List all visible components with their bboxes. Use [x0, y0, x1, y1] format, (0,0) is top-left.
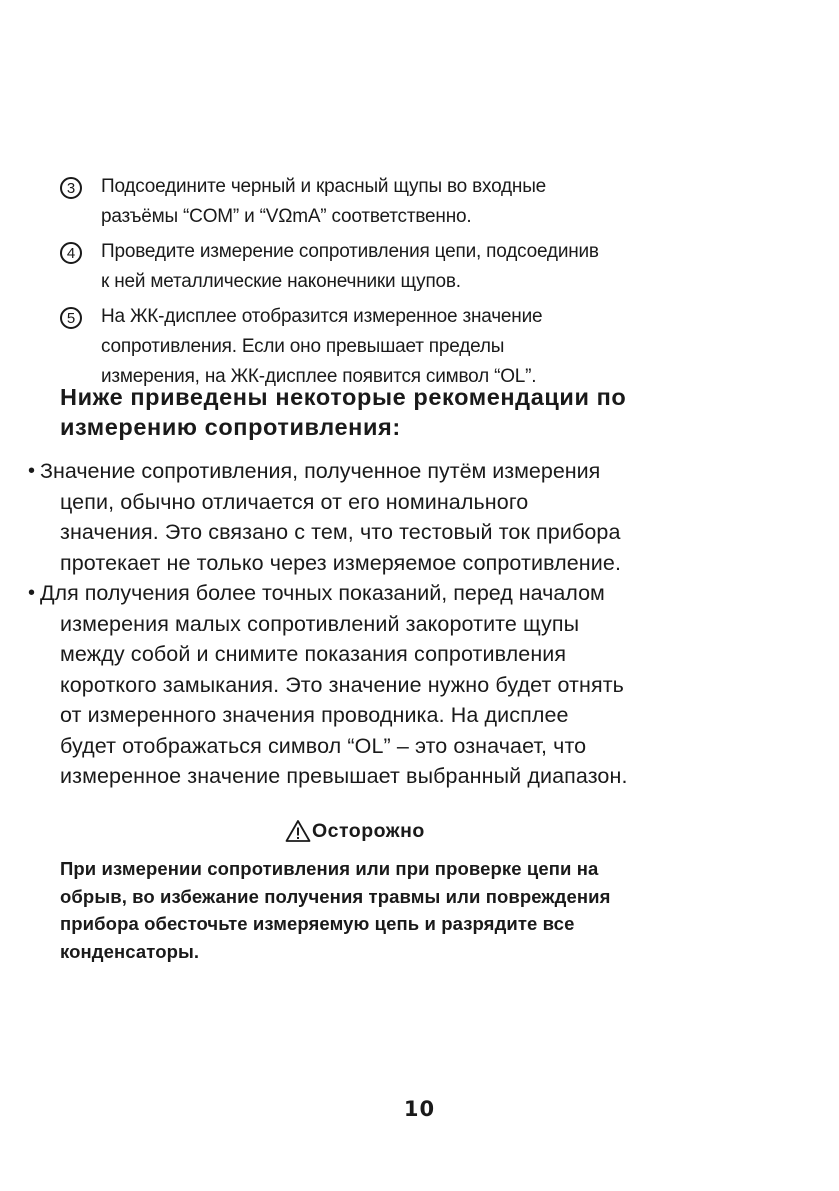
bullet-marker: •: [28, 582, 36, 604]
caution-title: [285, 817, 425, 845]
step-item: [60, 237, 760, 297]
step-number-badge: 3: [60, 177, 82, 199]
caution-title-text: Осторожно: [312, 820, 425, 842]
steps-list: [60, 172, 760, 397]
step-number-badge: 5: [60, 307, 82, 329]
bullet-continuation: измерения малых сопротивлений закоротите щупы между собой и снимите показания сопротивления короткого замыкания. Это значение нужно будет отнять от измеренного значения проводника. На дисплее будет отображаться символ “OL” – это означает, что измеренное значение превышает выбранный диапазон.: [60, 611, 628, 788]
bullet-continuation: цепи, обычно отличается от его номинального значения. Это связано с тем, что тестовый ток прибора протекает не только через измеряемое сопротивление.: [60, 489, 622, 575]
step-item: [60, 302, 760, 392]
page-number: 10: [403, 1097, 436, 1121]
bullet-first-line: Для получения более точных показаний, перед началом: [40, 581, 605, 605]
caution-body: При измерении сопротивления или при проверке цепи на обрыв, во избежание получения травмы или повреждения прибора обесточьте измеряемую цепь и разрядите все конденсаторы.: [60, 858, 611, 962]
bullet-marker: •: [28, 460, 36, 482]
bullet-first-line: Значение сопротивления, полученное путём измерения: [40, 459, 601, 483]
list-item: [24, 456, 824, 578]
warning-triangle-icon: [285, 819, 311, 843]
list-item: [24, 578, 824, 792]
step-number-badge: 4: [60, 242, 82, 264]
step-text: Проведите измерение сопротивления цепи, подсоединив к ней металлические наконечники щупов.: [101, 241, 599, 292]
recommendations-list: [24, 456, 824, 792]
step-text: Подсоедините черный и красный щупы во входные разъёмы “COM” и “VΩmA” соответственно.: [101, 176, 547, 227]
step-item: [60, 172, 760, 232]
step-text: На ЖК-дисплее отобразится измеренное значение сопротивления. Если оно превышает пределы измерения, на ЖК-дисплее появится символ “OL”.: [101, 306, 543, 387]
section-heading: Ниже приведены некоторые рекомендации по измерению сопротивления:: [60, 384, 627, 440]
